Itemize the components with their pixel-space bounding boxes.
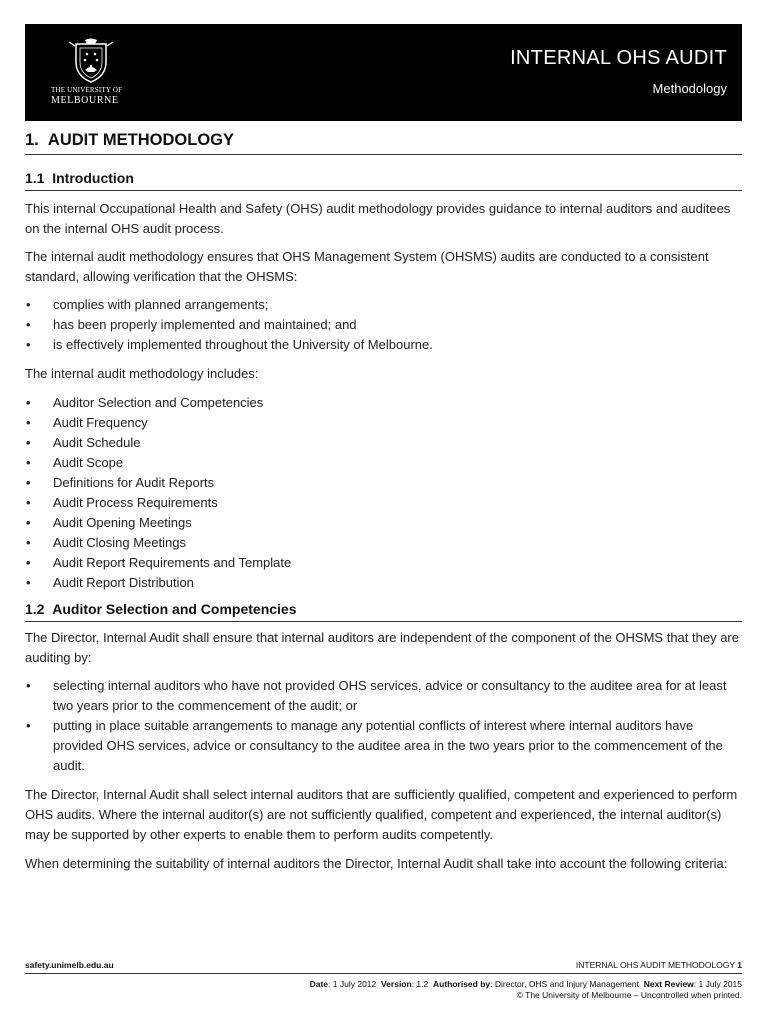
footer-date-label: Date (309, 979, 329, 989)
footer-version-value: : 1.2 (411, 979, 429, 989)
list-item: • complies with planned arrangements; (25, 295, 742, 315)
list-item: • selecting internal auditors who have not provided OHS services, advice or consultancy to the auditee area for at least two years prior to the commencement of the audit; or (25, 676, 742, 716)
footer-review-label: Next Review (643, 979, 694, 989)
university-logo (51, 38, 131, 112)
list-item: • has been properly implemented and maintained; and (25, 315, 742, 335)
logo-text-line1: THE UNIVERSITY OF (51, 86, 123, 94)
list-item: • is effectively implemented throughout the University of Melbourne. (25, 335, 742, 355)
list-item: • Auditor Selection and Competencies (25, 393, 742, 413)
ohsms-verification-list (25, 295, 742, 355)
list-item: • Audit Closing Meetings (25, 533, 742, 553)
footer-doc-ref-text: INTERNAL OHS AUDIT METHODOLOGY (575, 960, 735, 970)
footer-doc-reference (576, 960, 742, 970)
list-item: • Audit Scope (25, 453, 742, 473)
list-item: • Audit Opening Meetings (25, 513, 742, 533)
footer-date-value: : 1 July 2012 (328, 979, 377, 989)
footer-page-number: 1 (737, 960, 742, 970)
selection-paragraph-1: The Director, Internal Audit shall ensure that internal auditors are independent of the component of the OHSMS that they are auditing by: (25, 630, 739, 665)
footer-divider (25, 973, 742, 974)
document-body (25, 128, 742, 874)
selection-paragraph-2: The Director, Internal Audit shall select internal auditors that are sufficiently qualified, competent and experienced to perform OHS audits. Where the internal auditor(s) are not sufficiently qualified, competent and experienced, the internal auditor(s) may be supported by other experts to enable them to perform audits competently. (25, 787, 738, 842)
selection-paragraph-3: When determining the suitability of internal auditors the Director, Internal Audit shall take into account the following criteria: (25, 856, 728, 871)
intro-paragraph-2: The internal audit methodology ensures that OHS Management System (OHSMS) audits are conducted to a consistent standard, allowing verification that the OHSMS: (25, 249, 709, 284)
document-subtitle: Methodology (652, 81, 727, 96)
list-item: • Audit Report Requirements and Template (25, 553, 742, 573)
section-heading-introduction: 1.1 Introduction (25, 167, 742, 191)
list-item: • Definitions for Audit Reports (25, 473, 742, 493)
header-banner (25, 24, 742, 121)
methodology-includes-list (25, 393, 742, 593)
footer-copyright: © The University of Melbourne – Uncontrolled when printed. (516, 990, 742, 1000)
list-item: • Audit Report Distribution (25, 573, 742, 593)
footer-document-metadata (310, 979, 742, 989)
document-title: INTERNAL OHS AUDIT (510, 47, 727, 69)
section-heading-auditor-selection: 1.2 Auditor Selection and Competencies (25, 598, 742, 622)
list-item: • putting in place suitable arrangements to manage any potential conflicts of interest where internal auditors have provided OHS services, advice or consultancy to the auditee area in the two years prior to the commencement of the audit. (25, 716, 742, 776)
footer-version-label: Version (380, 979, 412, 989)
list-item: • Audit Frequency (25, 413, 742, 433)
independence-criteria-list (25, 676, 742, 776)
intro-paragraph-3: The internal audit methodology includes: (25, 366, 259, 381)
footer-website-link[interactable]: safety.unimelb.edu.au (25, 960, 114, 970)
list-item: • Audit Process Requirements (25, 493, 742, 513)
list-item: • Audit Schedule (25, 433, 742, 453)
footer-authorised-value: : Director, OHS and Injury Management (490, 979, 639, 989)
logo-text-line2: MELBOURNE (51, 95, 119, 106)
intro-paragraph-1: This internal Occupational Health and Safety (OHS) audit methodology provides guidance to internal auditors and auditees on the internal OHS audit process. (25, 201, 731, 236)
footer-authorised-label: Authorised by (432, 979, 491, 989)
section-heading-audit-methodology: 1. AUDIT METHODOLOGY (25, 128, 742, 155)
university-crest-icon (67, 38, 115, 84)
footer-review-value: : 1 July 2015 (693, 979, 742, 989)
